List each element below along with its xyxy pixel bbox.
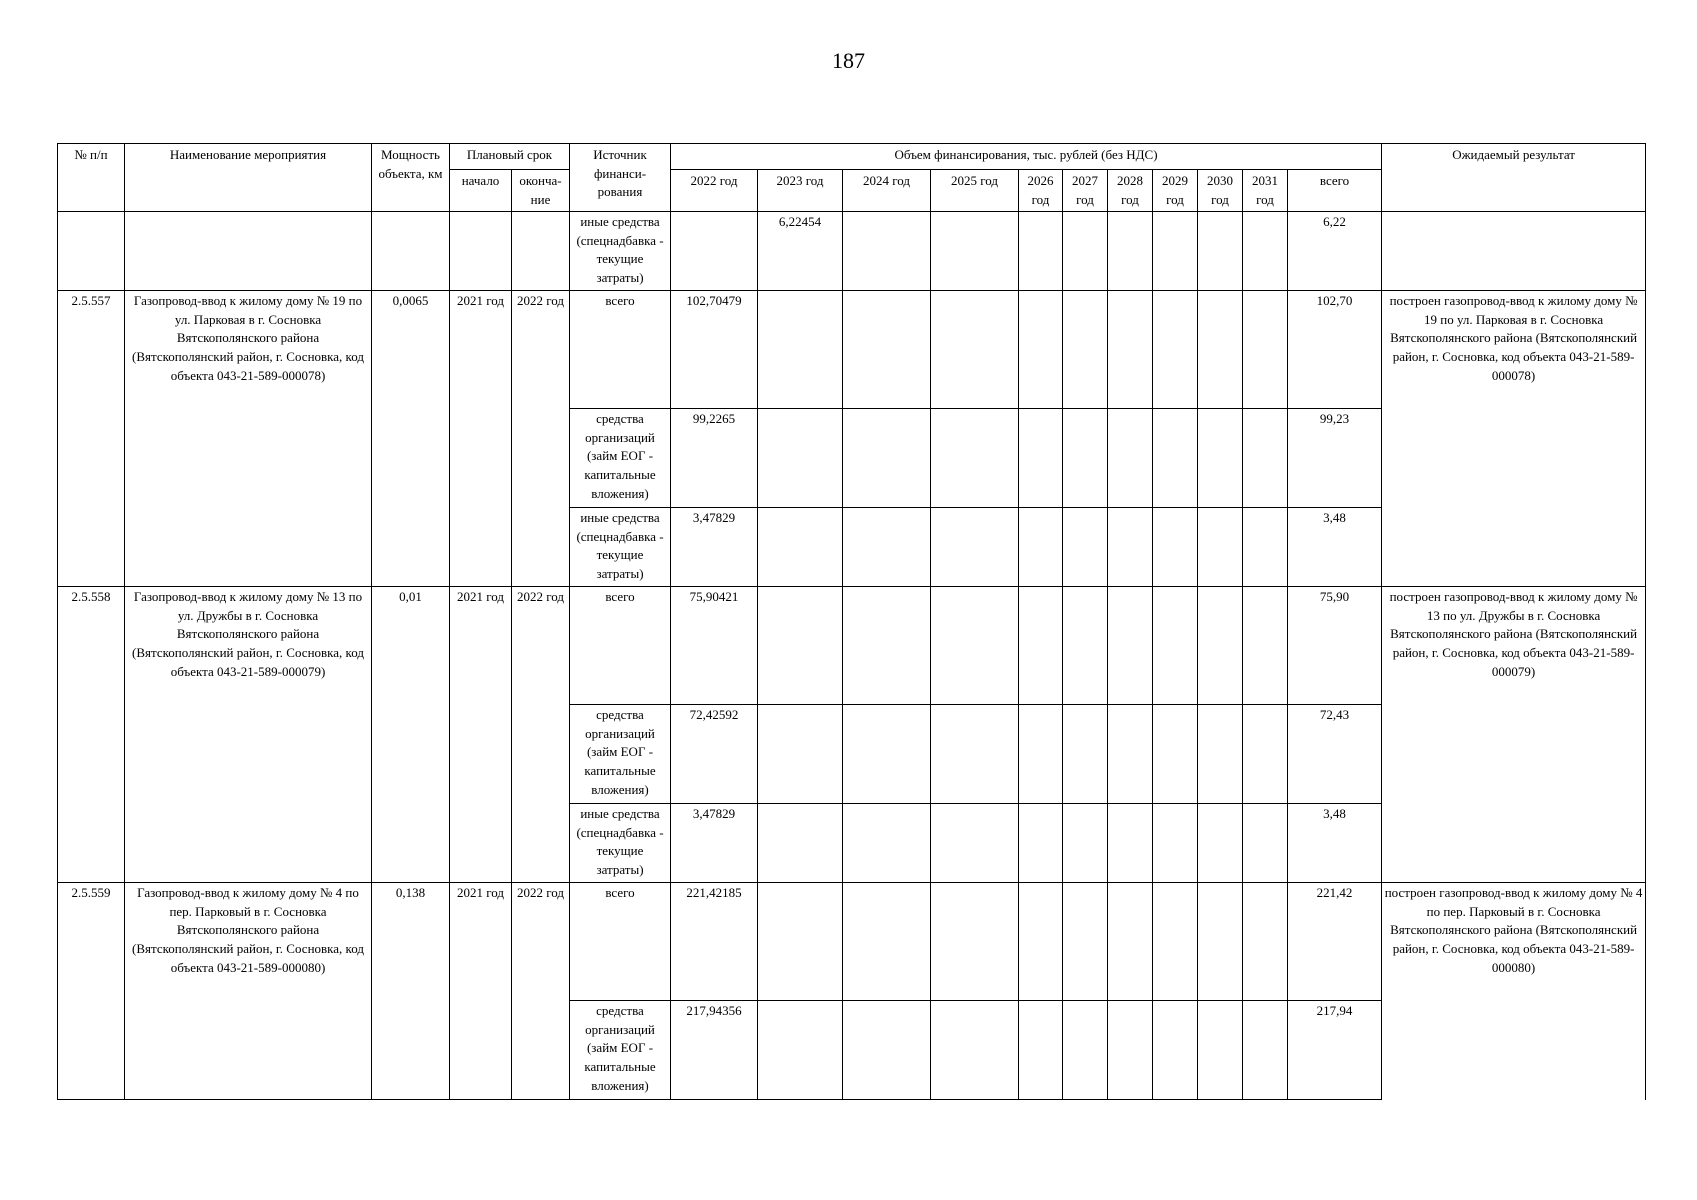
table-row	[58, 883, 1646, 1001]
cell-2029	[1153, 883, 1198, 1001]
cell-2027	[1063, 1001, 1108, 1100]
cell-2029	[1153, 291, 1198, 409]
cell-result: построен газопровод-ввод к жилому дому № 4 по пер. Парковый в г. Сосновка Вятскополянского района (Вятскополянский район, г. Сосновка, код объекта 043-21-589-000080)	[1382, 883, 1646, 1100]
cell-total: 3,48	[1288, 508, 1382, 587]
header-term-end: оконча-ние	[512, 170, 570, 212]
cell-2024	[843, 1001, 931, 1100]
cell-2028	[1108, 409, 1153, 508]
header-year: 2028 год	[1108, 170, 1153, 212]
cell-2024	[843, 508, 931, 587]
cell-2031	[1243, 705, 1288, 804]
header-year: 2030 год	[1198, 170, 1243, 212]
header-year: 2022 год	[671, 170, 758, 212]
cell-2029	[1153, 1001, 1198, 1100]
cell-2026	[1019, 883, 1063, 1001]
cell-2027	[1063, 212, 1108, 291]
cell-end: 2022 год	[512, 883, 570, 1100]
cell-2027	[1063, 883, 1108, 1001]
header-term: Плановый срок	[450, 144, 570, 170]
cell-2029	[1153, 212, 1198, 291]
cell-2028	[1108, 883, 1153, 1001]
cell-2026	[1019, 804, 1063, 883]
cell-end: 2022 год	[512, 587, 570, 883]
cell-source: средства организаций (займ ЕОГ - капитальные вложения)	[570, 409, 671, 508]
cell-total: 72,43	[1288, 705, 1382, 804]
cell-2026	[1019, 409, 1063, 508]
cell-2022	[671, 212, 758, 291]
cell-2031	[1243, 291, 1288, 409]
cell-2030	[1198, 212, 1243, 291]
cell-total: 3,48	[1288, 804, 1382, 883]
cell-2027	[1063, 508, 1108, 587]
cell-2025	[931, 409, 1019, 508]
cell-source: иные средства (спецнадбавка - текущие затраты)	[570, 804, 671, 883]
cell-power	[372, 212, 450, 291]
cell-result: построен газопровод-ввод к жилому дому № 19 по ул. Парковая в г. Сосновка Вятскополянского района (Вятскополянский район, г. Сосновка, код объекта 043-21-589-000078)	[1382, 291, 1646, 587]
cell-2023	[758, 587, 843, 705]
cell-2030	[1198, 1001, 1243, 1100]
table-row	[58, 587, 1646, 705]
cell-2031	[1243, 804, 1288, 883]
header-num: № п/п	[58, 144, 125, 212]
cell-total: 75,90	[1288, 587, 1382, 705]
cell-start: 2021 год	[450, 291, 512, 587]
cell-2025	[931, 705, 1019, 804]
cell-end	[512, 212, 570, 291]
cell-2027	[1063, 705, 1108, 804]
cell-2031	[1243, 508, 1288, 587]
cell-source: всего	[570, 587, 671, 705]
header-total: всего	[1288, 170, 1382, 212]
cell-power: 0,01	[372, 587, 450, 883]
cell-2023	[758, 1001, 843, 1100]
cell-source: иные средства (спецнадбавка - текущие затраты)	[570, 212, 671, 291]
cell-source: иные средства (спецнадбавка - текущие затраты)	[570, 508, 671, 587]
cell-total: 6,22	[1288, 212, 1382, 291]
cell-2028	[1108, 705, 1153, 804]
cell-2022: 75,90421	[671, 587, 758, 705]
page-number: 187	[832, 48, 865, 73]
cell-2023	[758, 804, 843, 883]
cell-2026	[1019, 1001, 1063, 1100]
cell-power: 0,138	[372, 883, 450, 1100]
cell-2030	[1198, 409, 1243, 508]
cell-name: Газопровод-ввод к жилому дому № 19 по ул. Парковая в г. Сосновка Вятскополянского района (Вятскополянский район, г. Сосновка, код объекта 043-21-589-000078)	[125, 291, 372, 587]
cell-name: Газопровод-ввод к жилому дому № 4 по пер. Парковый в г. Сосновка Вятскополянского района (Вятскополянский район, г. Сосновка, код объекта 043-21-589-000080)	[125, 883, 372, 1100]
cell-num	[58, 212, 125, 291]
cell-2026	[1019, 508, 1063, 587]
cell-start: 2021 год	[450, 883, 512, 1100]
cell-source: всего	[570, 291, 671, 409]
header-year: 2029 год	[1153, 170, 1198, 212]
cell-2024	[843, 212, 931, 291]
cell-result: построен газопровод-ввод к жилому дому № 13 по ул. Дружбы в г. Сосновка Вятскополянского района (Вятскополянский район, г. Сосновка, код объекта 043-21-589-000079)	[1382, 587, 1646, 883]
cell-2031	[1243, 212, 1288, 291]
cell-2023	[758, 883, 843, 1001]
cell-2022: 3,47829	[671, 804, 758, 883]
cell-2022: 102,70479	[671, 291, 758, 409]
header-name: Наименование мероприятия	[125, 144, 372, 212]
cell-2029	[1153, 705, 1198, 804]
cell-2022: 217,94356	[671, 1001, 758, 1100]
cell-result	[1382, 212, 1646, 291]
cell-name: Газопровод-ввод к жилому дому № 13 по ул. Дружбы в г. Сосновка Вятскополянского района (Вятскополянский район, г. Сосновка, код объекта 043-21-589-000079)	[125, 587, 372, 883]
cell-2024	[843, 291, 931, 409]
cell-2028	[1108, 587, 1153, 705]
cell-2029	[1153, 409, 1198, 508]
header-year: 2027 год	[1063, 170, 1108, 212]
cell-2024	[843, 804, 931, 883]
cell-2022: 72,42592	[671, 705, 758, 804]
cell-2027	[1063, 291, 1108, 409]
cell-2026	[1019, 212, 1063, 291]
cell-total: 99,23	[1288, 409, 1382, 508]
cell-num: 2.5.559	[58, 883, 125, 1100]
cell-2028	[1108, 1001, 1153, 1100]
cell-2031	[1243, 1001, 1288, 1100]
cell-2030	[1198, 508, 1243, 587]
header-year: 2024 год	[843, 170, 931, 212]
cell-2028	[1108, 291, 1153, 409]
cell-source: средства организаций (займ ЕОГ - капитальные вложения)	[570, 1001, 671, 1100]
cell-2028	[1108, 804, 1153, 883]
header-volume: Объем финансирования, тыс. рублей (без НДС)	[671, 144, 1382, 170]
cell-2024	[843, 883, 931, 1001]
cell-2031	[1243, 409, 1288, 508]
cell-2022: 3,47829	[671, 508, 758, 587]
cell-num: 2.5.558	[58, 587, 125, 883]
cell-2023	[758, 291, 843, 409]
cell-num: 2.5.557	[58, 291, 125, 587]
header-term-start: начало	[450, 170, 512, 212]
cell-2024	[843, 409, 931, 508]
cell-2025	[931, 883, 1019, 1001]
table-row	[58, 212, 1646, 291]
cell-2022: 221,42185	[671, 883, 758, 1001]
cell-2026	[1019, 291, 1063, 409]
cell-2030	[1198, 291, 1243, 409]
cell-total: 221,42	[1288, 883, 1382, 1001]
cell-2030	[1198, 883, 1243, 1001]
header-result: Ожидаемый результат	[1382, 144, 1646, 212]
cell-2026	[1019, 587, 1063, 705]
cell-2025	[931, 291, 1019, 409]
cell-start: 2021 год	[450, 587, 512, 883]
cell-2031	[1243, 587, 1288, 705]
header-year: 2025 год	[931, 170, 1019, 212]
cell-2028	[1108, 212, 1153, 291]
cell-2023	[758, 508, 843, 587]
cell-2027	[1063, 804, 1108, 883]
cell-source: всего	[570, 883, 671, 1001]
cell-2025	[931, 804, 1019, 883]
cell-2025	[931, 212, 1019, 291]
cell-2029	[1153, 508, 1198, 587]
cell-2023: 6,22454	[758, 212, 843, 291]
table-row	[58, 291, 1646, 409]
cell-2029	[1153, 804, 1198, 883]
cell-2031	[1243, 883, 1288, 1001]
cell-2024	[843, 587, 931, 705]
financing-table	[57, 143, 1646, 1100]
cell-total: 102,70	[1288, 291, 1382, 409]
cell-2024	[843, 705, 931, 804]
cell-2030	[1198, 804, 1243, 883]
cell-source: средства организаций (займ ЕОГ - капитальные вложения)	[570, 705, 671, 804]
cell-end: 2022 год	[512, 291, 570, 587]
cell-2030	[1198, 587, 1243, 705]
cell-start	[450, 212, 512, 291]
cell-2029	[1153, 587, 1198, 705]
cell-2030	[1198, 705, 1243, 804]
cell-2027	[1063, 587, 1108, 705]
cell-2025	[931, 587, 1019, 705]
cell-total: 217,94	[1288, 1001, 1382, 1100]
cell-power: 0,0065	[372, 291, 450, 587]
cell-2022: 99,2265	[671, 409, 758, 508]
header-power: Мощность объекта, км	[372, 144, 450, 212]
header-year: 2031 год	[1243, 170, 1288, 212]
header-source: Источник финанси-рования	[570, 144, 671, 212]
cell-2023	[758, 705, 843, 804]
cell-2025	[931, 1001, 1019, 1100]
cell-2023	[758, 409, 843, 508]
table-header	[58, 144, 1646, 212]
cell-name	[125, 212, 372, 291]
cell-2028	[1108, 508, 1153, 587]
cell-2026	[1019, 705, 1063, 804]
header-year: 2026 год	[1019, 170, 1063, 212]
cell-2027	[1063, 409, 1108, 508]
cell-2025	[931, 508, 1019, 587]
header-year: 2023 год	[758, 170, 843, 212]
